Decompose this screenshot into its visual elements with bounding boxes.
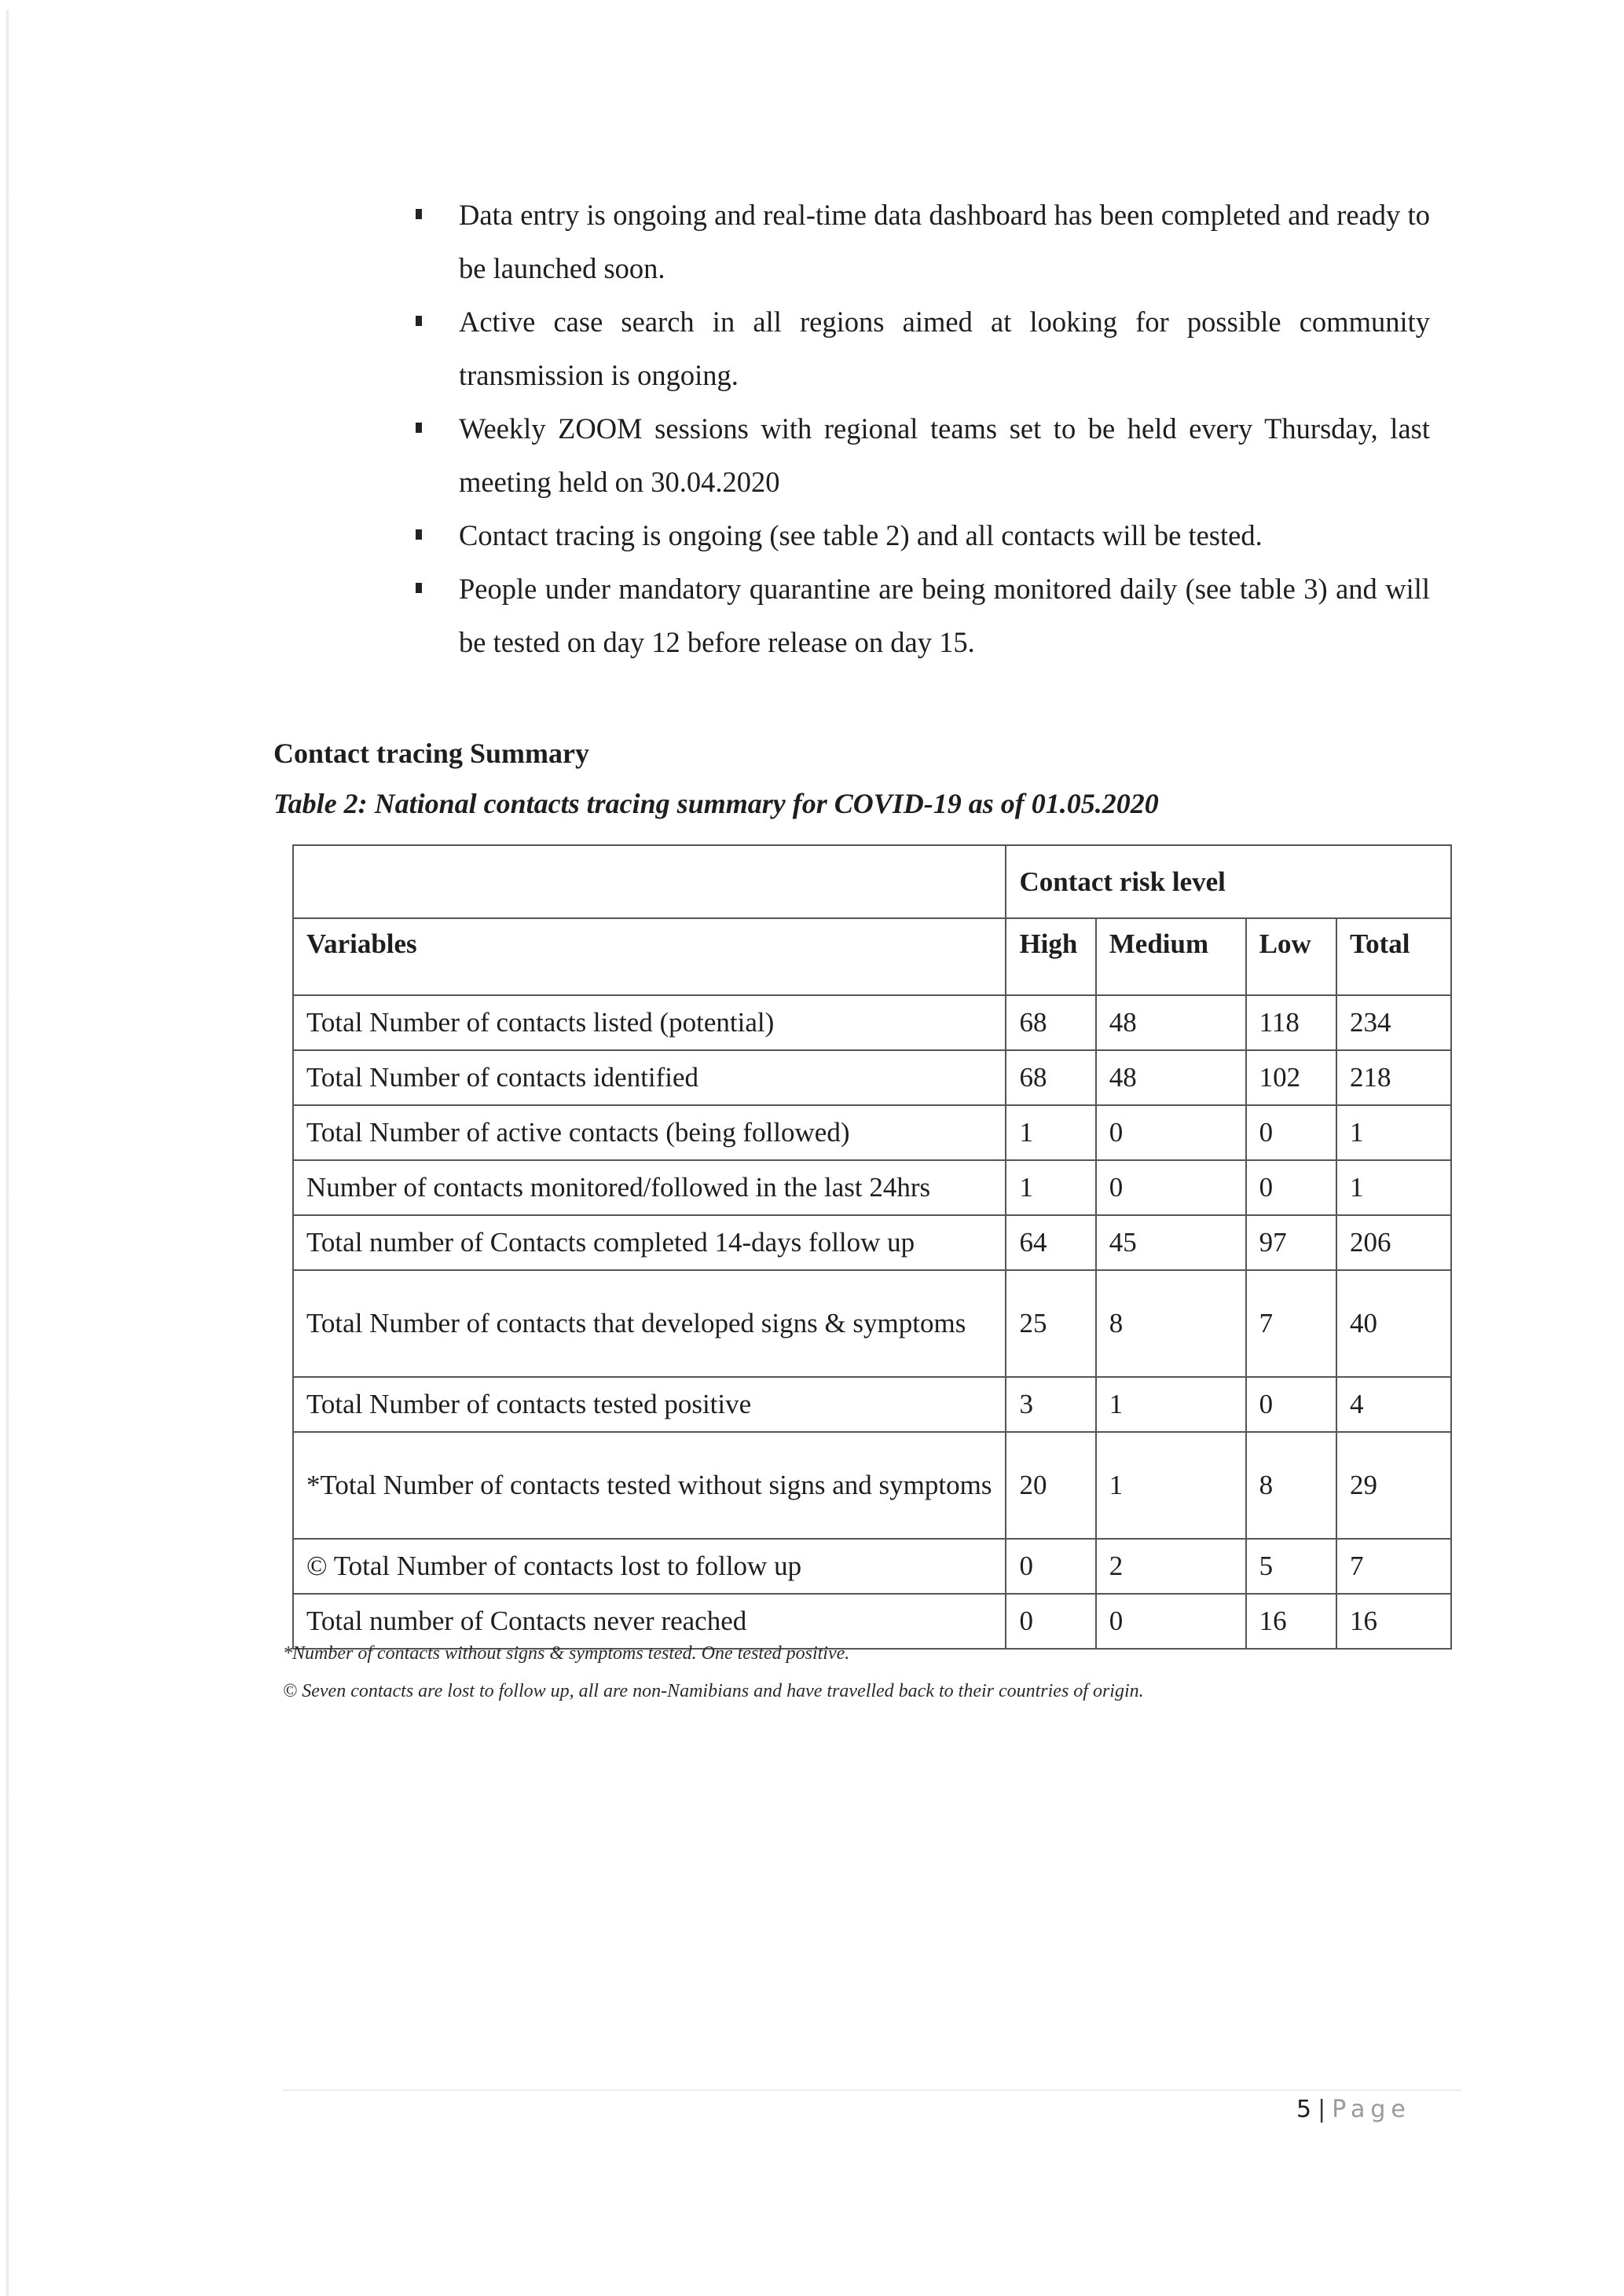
header-high: High bbox=[1006, 918, 1095, 995]
table-group-header-row bbox=[293, 845, 1451, 918]
bullet-text: Active case search in all regions aimed at looking for possible community transmission is ongoing. bbox=[459, 306, 1430, 391]
section-heading: Contact tracing Summary bbox=[273, 738, 589, 769]
table-row bbox=[293, 1160, 1451, 1215]
low-value: 102 bbox=[1246, 1050, 1336, 1105]
high-value: 68 bbox=[1006, 995, 1095, 1050]
medium-value: 0 bbox=[1096, 1105, 1246, 1160]
header-total: Total bbox=[1336, 918, 1451, 995]
square-bullet-icon bbox=[416, 423, 422, 433]
bullet-item-zoom-sessions bbox=[409, 402, 1430, 509]
high-value: 64 bbox=[1006, 1215, 1095, 1270]
table-row bbox=[293, 1050, 1451, 1105]
table-header-row bbox=[293, 918, 1451, 995]
bullet-text: Data entry is ongoing and real-time data dashboard has been completed and ready to be launched soon. bbox=[459, 199, 1430, 284]
table-row bbox=[293, 1215, 1451, 1270]
total-value: 234 bbox=[1336, 995, 1451, 1050]
high-value: 1 bbox=[1006, 1105, 1095, 1160]
medium-value: 1 bbox=[1096, 1432, 1246, 1539]
medium-value: 0 bbox=[1096, 1160, 1246, 1215]
medium-value: 48 bbox=[1096, 1050, 1246, 1105]
empty-header-cell bbox=[293, 845, 1006, 918]
medium-value: 45 bbox=[1096, 1215, 1246, 1270]
total-value: 7 bbox=[1336, 1539, 1451, 1594]
square-bullet-icon bbox=[416, 529, 422, 540]
medium-value: 48 bbox=[1096, 995, 1246, 1050]
bullet-item-quarantine bbox=[409, 562, 1430, 669]
total-value: 29 bbox=[1336, 1432, 1451, 1539]
page-number-separator: | bbox=[1318, 2096, 1328, 2123]
page-number bbox=[1296, 2096, 1411, 2123]
variable-label: Total number of Contacts never reached bbox=[293, 1594, 1006, 1649]
high-value: 68 bbox=[1006, 1050, 1095, 1105]
low-value: 16 bbox=[1246, 1594, 1336, 1649]
total-value: 1 bbox=[1336, 1160, 1451, 1215]
low-value: 0 bbox=[1246, 1377, 1336, 1432]
low-value: 97 bbox=[1246, 1215, 1336, 1270]
header-low: Low bbox=[1246, 918, 1336, 995]
square-bullet-icon bbox=[416, 583, 422, 593]
header-variables: Variables bbox=[293, 918, 1006, 995]
footnote-copyright: © Seven contacts are lost to follow up, all are non-Namibians and have travelled back to their countries of origin. bbox=[283, 1681, 1144, 1701]
low-value: 0 bbox=[1246, 1160, 1336, 1215]
bullet-text: People under mandatory quarantine are being monitored daily (see table 3) and will be tested on day 12 before release on day 15. bbox=[459, 573, 1430, 658]
low-value: 0 bbox=[1246, 1105, 1336, 1160]
medium-value: 0 bbox=[1096, 1594, 1246, 1649]
variable-label: Total Number of contacts identified bbox=[293, 1050, 1006, 1105]
high-value: 0 bbox=[1006, 1594, 1095, 1649]
variable-label: Total Number of contacts listed (potential) bbox=[293, 995, 1006, 1050]
medium-value: 1 bbox=[1096, 1377, 1246, 1432]
table-row bbox=[293, 1594, 1451, 1649]
page-number-value: 5 bbox=[1296, 2096, 1314, 2123]
low-value: 5 bbox=[1246, 1539, 1336, 1594]
low-value: 8 bbox=[1246, 1432, 1336, 1539]
medium-value: 2 bbox=[1096, 1539, 1246, 1594]
footer-divider bbox=[283, 2089, 1461, 2091]
table-row bbox=[293, 1270, 1451, 1377]
square-bullet-icon bbox=[416, 316, 422, 326]
bullet-text: Weekly ZOOM sessions with regional teams set to be held every Thursday, last meeting held on 30.04.2020 bbox=[459, 412, 1430, 498]
table-row bbox=[293, 1377, 1451, 1432]
table-row bbox=[293, 1539, 1451, 1594]
total-value: 4 bbox=[1336, 1377, 1451, 1432]
table-row bbox=[293, 995, 1451, 1050]
variable-label: Total Number of contacts that developed signs & symptoms bbox=[293, 1270, 1006, 1377]
total-value: 1 bbox=[1336, 1105, 1451, 1160]
high-value: 25 bbox=[1006, 1270, 1095, 1377]
low-value: 7 bbox=[1246, 1270, 1336, 1377]
footnote-asterisk: *Number of contacts without signs & symptoms tested. One tested positive. bbox=[283, 1643, 850, 1664]
total-value: 40 bbox=[1336, 1270, 1451, 1377]
variable-label: Total Number of contacts tested positive bbox=[293, 1377, 1006, 1432]
variable-label: *Total Number of contacts tested without signs and symptoms bbox=[293, 1432, 1006, 1539]
variable-label: Total number of Contacts completed 14-days follow up bbox=[293, 1215, 1006, 1270]
high-value: 0 bbox=[1006, 1539, 1095, 1594]
variable-label: © Total Number of contacts lost to follow up bbox=[293, 1539, 1006, 1594]
high-value: 20 bbox=[1006, 1432, 1095, 1539]
risk-level-group-header: Contact risk level bbox=[1006, 845, 1451, 918]
bullet-text: Contact tracing is ongoing (see table 2) and all contacts will be tested. bbox=[459, 519, 1263, 551]
total-value: 218 bbox=[1336, 1050, 1451, 1105]
scan-page-edge bbox=[6, 9, 9, 2296]
variable-label: Number of contacts monitored/followed in the last 24hrs bbox=[293, 1160, 1006, 1215]
square-bullet-icon bbox=[416, 209, 422, 219]
status-bullet-list bbox=[409, 189, 1430, 669]
total-value: 206 bbox=[1336, 1215, 1451, 1270]
table-caption: Table 2: National contacts tracing summary for COVID-19 as of 01.05.2020 bbox=[273, 788, 1159, 819]
high-value: 1 bbox=[1006, 1160, 1095, 1215]
bullet-item-case-search bbox=[409, 295, 1430, 402]
low-value: 118 bbox=[1246, 995, 1336, 1050]
medium-value: 8 bbox=[1096, 1270, 1246, 1377]
bullet-item-dashboard bbox=[409, 189, 1430, 295]
contact-tracing-table bbox=[292, 844, 1452, 1650]
header-medium: Medium bbox=[1096, 918, 1246, 995]
table-row bbox=[293, 1432, 1451, 1539]
bullet-item-contact-tracing bbox=[409, 509, 1430, 562]
total-value: 16 bbox=[1336, 1594, 1451, 1649]
table-row bbox=[293, 1105, 1451, 1160]
high-value: 3 bbox=[1006, 1377, 1095, 1432]
page-word: Page bbox=[1332, 2096, 1411, 2123]
variable-label: Total Number of active contacts (being followed) bbox=[293, 1105, 1006, 1160]
